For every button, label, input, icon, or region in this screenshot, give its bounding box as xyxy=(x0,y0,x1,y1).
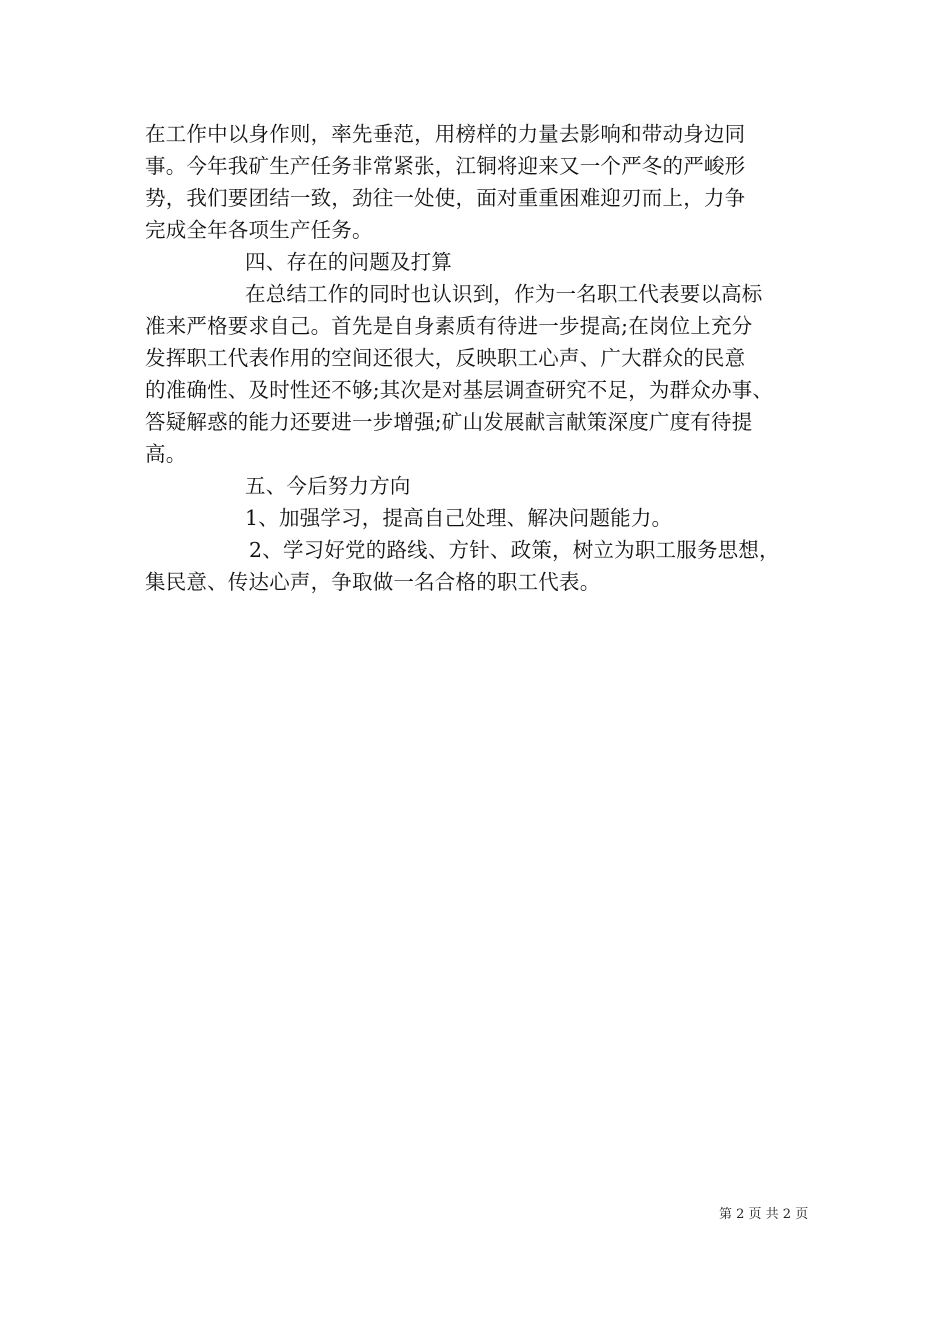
document-body xyxy=(145,118,810,598)
paragraph-line: 事。今年我矿生产任务非常紧张，江铜将迎来又一个严冬的严峻形 xyxy=(145,154,746,178)
list-item: 1、加强学习，提高自己处理、解决问题能力。 xyxy=(245,506,673,530)
page-number: 第 2 页 共 2 页 xyxy=(719,1207,809,1222)
section-heading-4: 四、存在的问题及打算 xyxy=(245,250,452,274)
paragraph-line: 答疑解惑的能力还要进一步增强;矿山发展献言献策深度广度有待提 xyxy=(145,410,753,434)
paragraph-line: 高。 xyxy=(145,442,187,466)
paragraph-line: 的准确性、及时性还不够;其次是对基层调查研究不足，为群众办事、 xyxy=(145,378,774,402)
paragraph-line: 在工作中以身作则，率先垂范，用榜样的力量去影响和带动身边同 xyxy=(145,122,746,146)
section-heading-5: 五、今后努力方向 xyxy=(245,474,411,498)
list-item: 2、学习好党的路线、方针、政策，树立为职工服务思想， xyxy=(249,538,780,562)
paragraph-line: 准来严格要求自己。首先是自身素质有待进一步提高;在岗位上充分 xyxy=(145,314,753,338)
paragraph-line: 集民意、传达心声，争取做一名合格的职工代表。 xyxy=(145,570,601,594)
paragraph-line: 完成全年各项生产任务。 xyxy=(145,218,373,242)
paragraph-line: 势，我们要团结一致，劲往一处使，面对重重困难迎刃而上，力争 xyxy=(145,186,746,210)
paragraph-line: 在总结工作的同时也认识到，作为一名职工代表要以高标 xyxy=(245,282,763,306)
paragraph-line: 发挥职工代表作用的空间还很大，反映职工心声、广大群众的民意 xyxy=(145,346,746,370)
